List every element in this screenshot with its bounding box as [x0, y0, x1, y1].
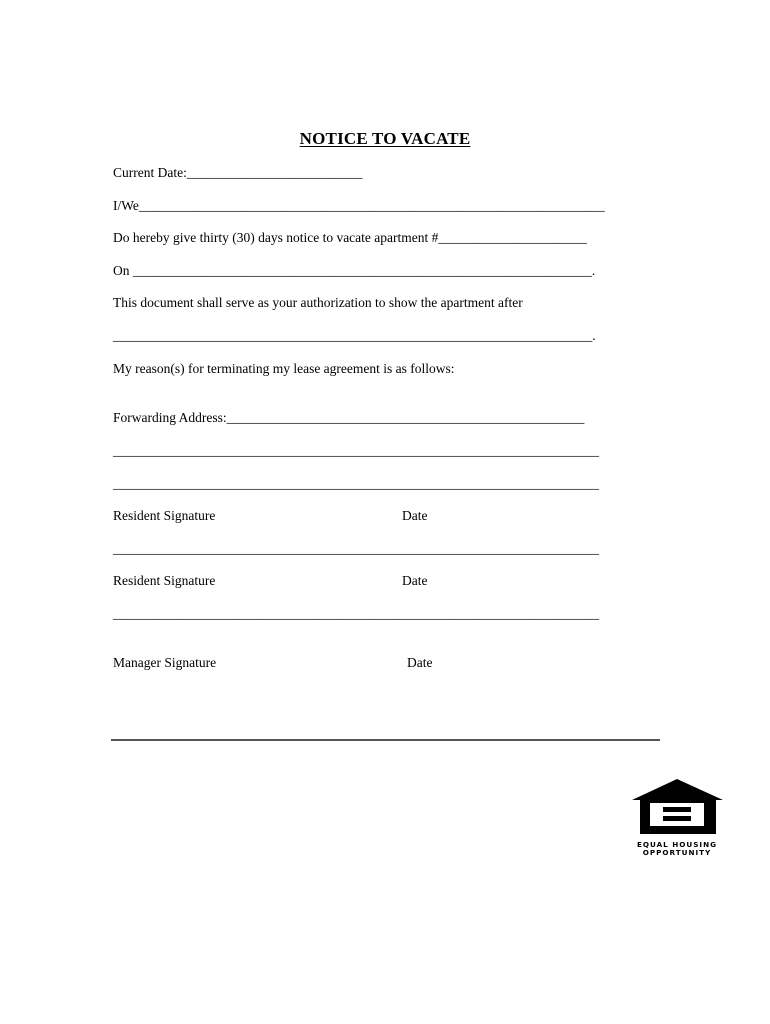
equal-housing-logo [630, 778, 724, 857]
address-blank-line: ________________________________________________________________________ [113, 443, 599, 458]
signature-blank-line: ________________________________________________________________________ [113, 541, 599, 556]
reasons-line: My reason(s) for terminating my lease agreement is as follows: [113, 361, 455, 376]
forwarding-address-line: Forwarding Address:_____________________________________________________ [113, 410, 585, 425]
resident-signature-label: Resident Signature [113, 508, 216, 523]
equal-housing-house-icon [630, 778, 724, 836]
on-date-line: On ____________________________________________________________________. [113, 263, 596, 278]
date-label: Date [402, 508, 428, 523]
manager-signature-label: Manager Signature [113, 655, 217, 670]
current-date-line: Current Date:__________________________ [113, 165, 363, 180]
logo-caption-line-2: OPPORTUNITY [642, 848, 712, 857]
logo-caption-line-1: EQUAL HOUSING [636, 840, 717, 849]
bottom-divider [111, 739, 660, 741]
signature-blank-line: ________________________________________________________________________ [113, 606, 599, 621]
iwe-line: I/We_____________________________________________________________________ [113, 198, 605, 213]
authorization-line: This document shall serve as your authorization to show the apartment after [113, 295, 523, 310]
address-blank-line: ________________________________________________________________________ [113, 476, 599, 491]
date-label: Date [402, 573, 428, 588]
after-date-blank: _______________________________________________________________________. [113, 328, 596, 343]
document-title [0, 129, 770, 149]
date-label: Date [407, 655, 433, 670]
resident-signature-label: Resident Signature [113, 573, 216, 588]
title-text: NOTICE TO VACATE [299, 129, 471, 148]
notice-line: Do hereby give thirty (30) days notice to vacate apartment #______________________ [113, 230, 587, 245]
